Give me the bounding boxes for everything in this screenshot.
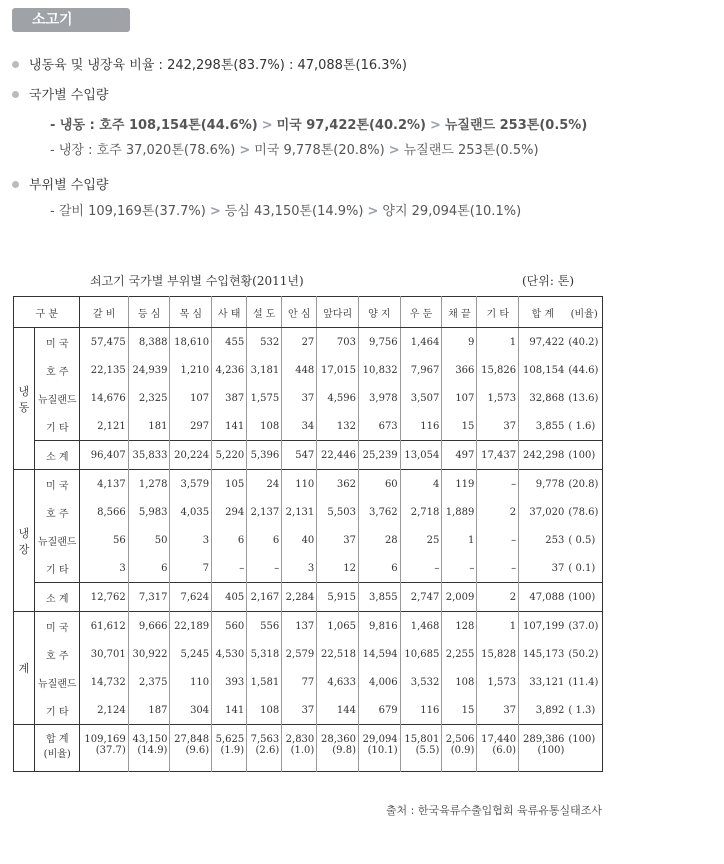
table-cell: 13,054 xyxy=(400,441,442,470)
row-label: 기 타 xyxy=(35,412,80,441)
row-label: 소 계 xyxy=(35,441,80,470)
table-cell: 532 xyxy=(247,328,282,357)
frozen-c: 뉴질랜드 253톤(0.5%) xyxy=(444,118,588,133)
table-cell: 4,035 xyxy=(170,498,212,526)
table-cell: 24,939 xyxy=(128,356,170,384)
row-label: 미 국 xyxy=(35,470,80,499)
table-row xyxy=(14,640,603,668)
group-label-blank xyxy=(14,725,35,772)
table-cell: – xyxy=(477,554,519,583)
row-label: 뉴질랜드 xyxy=(35,526,80,554)
table-header-cell: 구 분 xyxy=(14,297,80,328)
table-cell: 181 xyxy=(128,412,170,441)
table-cell: 3,855 xyxy=(519,412,567,441)
table-cell: 17,015 xyxy=(317,356,359,384)
table-cell: 34 xyxy=(282,412,317,441)
table-cell: 110 xyxy=(282,470,317,499)
table-cell: 5,220 xyxy=(212,441,247,470)
chilled-a: 호주 37,020톤(78.6%) xyxy=(96,143,236,158)
bullet-dot-icon xyxy=(12,61,19,68)
group-label: 냉 동 xyxy=(14,328,35,470)
table-cell: 7,624 xyxy=(170,583,212,612)
table-row xyxy=(14,441,603,470)
table-cell: 9,778 xyxy=(519,470,567,499)
table-cell: 57,475 xyxy=(90,336,126,348)
table-cell: 7,967 xyxy=(400,356,442,384)
parts-line xyxy=(50,200,521,219)
table-cell: – xyxy=(477,470,519,499)
table-cell: 1,575 xyxy=(247,384,282,412)
table-cell: 3,892 xyxy=(519,696,567,725)
table-cell: 50 xyxy=(128,526,170,554)
table-cell: 61,612 xyxy=(90,620,126,632)
table-cell: 128 xyxy=(442,612,477,641)
bullet-ratio xyxy=(12,54,407,73)
table-cell: (78.6) xyxy=(568,506,599,518)
table-cell: 448 xyxy=(282,356,317,384)
table-cell: 7,563 xyxy=(247,725,282,746)
table-cell: 110 xyxy=(170,668,212,696)
table-cell: 679 xyxy=(358,696,400,725)
table-cell: 4,236 xyxy=(212,356,247,384)
table-cell: 3,855 xyxy=(358,583,400,612)
table-cell: 362 xyxy=(317,470,359,499)
table-cell: 29,094 xyxy=(358,725,400,746)
table-cell: 1,210 xyxy=(170,356,212,384)
table-cell: 145,173 xyxy=(519,640,567,668)
table-cell: 3 xyxy=(170,526,212,554)
table-header-cell: 갈 비 xyxy=(80,297,128,328)
table-cell: 27,848 xyxy=(170,725,212,746)
row-label: 미 국 xyxy=(35,612,80,641)
table-cell: (6.0) xyxy=(477,745,519,772)
table-cell: 141 xyxy=(212,696,247,725)
table-cell: 47,088 xyxy=(519,583,567,612)
row-label: 호 주 xyxy=(35,640,80,668)
table-cell: 25 xyxy=(400,526,442,554)
table-cell: 144 xyxy=(317,696,359,725)
table-cell: 7 xyxy=(170,554,212,583)
table-header-cell: 채 끝 xyxy=(442,297,477,328)
table-cell: (1.9) xyxy=(212,745,247,772)
table-cell: 137 xyxy=(282,612,317,641)
table-cell: 17,440 xyxy=(477,725,519,746)
table-cell: 2,009 xyxy=(442,583,477,612)
table-cell: 116 xyxy=(400,412,442,441)
table-cell: 2,137 xyxy=(247,498,282,526)
table-cell: 4 xyxy=(400,470,442,499)
table-cell: 5,983 xyxy=(128,498,170,526)
table-cell: (11.4) xyxy=(568,676,599,688)
arrow-icon: > xyxy=(429,118,441,133)
group-label: 계 xyxy=(14,612,35,725)
bullet-country-text: 국가별 수입량 xyxy=(29,88,109,103)
table-cell: 673 xyxy=(358,412,400,441)
table-cell: 15 xyxy=(442,412,477,441)
table-row xyxy=(14,612,603,641)
table-header-cell: 양 지 xyxy=(358,297,400,328)
table-cell: – xyxy=(247,554,282,583)
table-unit: (단위: 톤) xyxy=(522,274,574,288)
table-cell: 9,816 xyxy=(358,612,400,641)
table-cell: (37.0) xyxy=(568,620,599,632)
table-cell: 253 xyxy=(519,526,567,554)
chilled-c: 뉴질랜드 253톤(0.5%) xyxy=(403,143,539,158)
row-label: 기 타 xyxy=(35,696,80,725)
table-cell: 3 xyxy=(119,562,126,574)
table-cell: 1,468 xyxy=(400,612,442,641)
table-header-cell: 기 타 xyxy=(477,297,519,328)
bullet-ratio-text: 냉동육 및 냉장육 비율 : 242,298톤(83.7%) : 47,088톤(16.3%) xyxy=(29,58,407,73)
table-cell: ( 1.3) xyxy=(568,704,596,716)
frozen-b: 미국 97,422톤(40.2%) xyxy=(276,118,426,133)
table-cell: 1 xyxy=(477,612,519,641)
table-cell: 5,915 xyxy=(317,583,359,612)
table-cell: 15,801 xyxy=(400,725,442,746)
table-cell: 14,594 xyxy=(358,640,400,668)
table-cell: 35,833 xyxy=(128,441,170,470)
table-cell: (20.8) xyxy=(568,478,599,490)
table-cell: 5,396 xyxy=(247,441,282,470)
table-cell: 15 xyxy=(442,696,477,725)
table-cell: ( 0.1) xyxy=(568,562,596,574)
table-cell: 1,278 xyxy=(128,470,170,499)
table-cell: 2,167 xyxy=(247,583,282,612)
table-cell: 6 xyxy=(212,526,247,554)
table-cell: 560 xyxy=(212,612,247,641)
table-cell: 109,169 xyxy=(84,734,126,745)
table-header-cell: 앞다리 xyxy=(317,297,359,328)
table-cell: (10.1) xyxy=(358,745,400,772)
row-label: (비율) xyxy=(35,745,80,772)
table-cell: 187 xyxy=(128,696,170,725)
bullet-parts-text: 부위별 수입량 xyxy=(29,178,109,193)
import-table xyxy=(13,296,603,772)
table-cell: ( 1.6) xyxy=(568,420,596,432)
table-cell: 2,284 xyxy=(282,583,317,612)
table-cell: 108,154 xyxy=(519,356,567,384)
table-header-cell: 등 심 xyxy=(128,297,170,328)
table-body xyxy=(14,328,603,772)
table-header-cell: 목 심 xyxy=(170,297,212,328)
table-cell: 108 xyxy=(442,668,477,696)
table-cell: 294 xyxy=(212,498,247,526)
table-row xyxy=(14,526,603,554)
table-cell: 547 xyxy=(282,441,317,470)
table-cell: 2,255 xyxy=(442,640,477,668)
table-cell: (100) xyxy=(568,449,596,461)
table-cell: 1 xyxy=(477,328,519,357)
source-note: 출처 : 한국육류수출입협회 육류유통실태조사 xyxy=(385,804,602,817)
table-cell: 43,150 xyxy=(128,725,170,746)
table-row-ratio xyxy=(14,745,603,772)
row-label: 호 주 xyxy=(35,356,80,384)
table-cell: 25,239 xyxy=(358,441,400,470)
table-cell: 5,503 xyxy=(317,498,359,526)
table-cell: 15,826 xyxy=(477,356,519,384)
row-label: 합 계 xyxy=(35,725,80,746)
table-header-cell: 합 계 xyxy=(519,297,567,328)
table-header-cell: 안 심 xyxy=(282,297,317,328)
table-cell: 8,566 xyxy=(97,506,126,518)
table-cell: 12,762 xyxy=(90,591,126,603)
table-cell: 2,747 xyxy=(400,583,442,612)
table-cell: (9.8) xyxy=(317,745,359,772)
table-header-cell: 설 도 xyxy=(247,297,282,328)
table-cell: – xyxy=(212,554,247,583)
table-row xyxy=(14,412,603,441)
table-cell: 289,386 xyxy=(519,725,567,746)
table-cell: 297 xyxy=(170,412,212,441)
table-cell: 2 xyxy=(477,498,519,526)
table-cell: 3,762 xyxy=(358,498,400,526)
table-row-total xyxy=(14,725,603,746)
table-cell: 703 xyxy=(317,328,359,357)
table-cell: 22,446 xyxy=(317,441,359,470)
table-cell: 405 xyxy=(212,583,247,612)
table-cell: 4,633 xyxy=(317,668,359,696)
table-cell: – xyxy=(400,554,442,583)
table-cell: 40 xyxy=(282,526,317,554)
table-cell: 1,464 xyxy=(400,328,442,357)
table-cell: 37,020 xyxy=(519,498,567,526)
row-label: 뉴질랜드 xyxy=(35,384,80,412)
table-cell: 4,596 xyxy=(317,384,359,412)
table-cell: 3 xyxy=(282,554,317,583)
table-cell: 37 xyxy=(317,526,359,554)
table-cell: 1,889 xyxy=(442,498,477,526)
table-cell: 393 xyxy=(212,668,247,696)
table-cell: 60 xyxy=(358,470,400,499)
table-cell: 2,375 xyxy=(128,668,170,696)
table-cell: 77 xyxy=(282,668,317,696)
bullet-dot-icon xyxy=(12,91,19,98)
table-cell: 4,530 xyxy=(212,640,247,668)
table-cell: 141 xyxy=(212,412,247,441)
table-cell: 497 xyxy=(442,441,477,470)
table-cell: 1 xyxy=(442,526,477,554)
table-cell: 2 xyxy=(477,583,519,612)
table-cell: 22,135 xyxy=(90,364,126,376)
table-row xyxy=(14,470,603,499)
table-cell: 4,006 xyxy=(358,668,400,696)
table-row xyxy=(14,583,603,612)
table-header-cell: 우 둔 xyxy=(400,297,442,328)
table-cell: 2,718 xyxy=(400,498,442,526)
row-label: 소 계 xyxy=(35,583,80,612)
arrow-icon: > xyxy=(367,204,379,219)
table-cell: (14.9) xyxy=(128,745,170,772)
table-cell: 242,298 xyxy=(519,441,567,470)
arrow-icon: > xyxy=(239,143,251,158)
arrow-icon: > xyxy=(209,204,221,219)
frozen-prefix: - 냉동 : xyxy=(50,118,100,133)
table-cell: 3,579 xyxy=(170,470,212,499)
table-cell: 9,756 xyxy=(358,328,400,357)
table-cell: 9,666 xyxy=(128,612,170,641)
table-cell: 37 xyxy=(477,696,519,725)
table-cell: 30,701 xyxy=(90,648,126,660)
row-label: 미 국 xyxy=(35,328,80,357)
table-cell: (100) xyxy=(519,745,567,772)
table-cell: 14,676 xyxy=(90,392,126,404)
table-cell: 37 xyxy=(282,384,317,412)
table-row xyxy=(14,328,603,357)
table-cell: 455 xyxy=(212,328,247,357)
frozen-a: 호주 108,154톤(44.6%) xyxy=(99,118,258,133)
table-cell: (13.6) xyxy=(568,392,599,404)
table-row xyxy=(14,384,603,412)
table-cell: (44.6) xyxy=(568,364,599,376)
table-cell: 1,573 xyxy=(477,384,519,412)
table-cell: 37 xyxy=(282,696,317,725)
table-cell: 28 xyxy=(358,526,400,554)
arrow-icon: > xyxy=(261,118,273,133)
table-cell: 1,573 xyxy=(477,668,519,696)
table-cell: (100) xyxy=(568,591,596,603)
table-cell: 2,579 xyxy=(282,640,317,668)
arrow-icon: > xyxy=(388,143,400,158)
frozen-line xyxy=(50,114,587,133)
table-cell: 96,407 xyxy=(90,449,126,461)
table-row xyxy=(14,356,603,384)
table-cell: (9.6) xyxy=(170,745,212,772)
table-cell: 3,507 xyxy=(400,384,442,412)
chilled-line xyxy=(50,139,539,158)
parts-c: 양지 29,094톤(10.1%) xyxy=(382,204,522,219)
table-cell: 22,518 xyxy=(317,640,359,668)
table-cell: 366 xyxy=(442,356,477,384)
table-cell: 30,922 xyxy=(128,640,170,668)
table-cell: 5,245 xyxy=(170,640,212,668)
table-cell: 105 xyxy=(212,470,247,499)
table-cell: (0.9) xyxy=(442,745,477,772)
table-cell: 20,224 xyxy=(170,441,212,470)
bullet-country xyxy=(12,84,108,103)
table-cell: ( 0.5) xyxy=(568,534,596,546)
table-cell: 97,422 xyxy=(519,328,567,357)
chilled-b: 미국 9,778톤(20.8%) xyxy=(254,143,385,158)
table-cell: 108 xyxy=(247,412,282,441)
table-header-row xyxy=(14,297,603,328)
table-cell: 32,868 xyxy=(519,384,567,412)
table-cell: 304 xyxy=(170,696,212,725)
table-cell: 18,610 xyxy=(170,328,212,357)
table-cell: 2,121 xyxy=(97,420,126,432)
table-cell: 8,388 xyxy=(128,328,170,357)
table-cell: 108 xyxy=(247,696,282,725)
table-cell: 15,828 xyxy=(477,640,519,668)
table-cell: 12 xyxy=(317,554,359,583)
table-cell: 107,199 xyxy=(519,612,567,641)
table-cell: – xyxy=(477,526,519,554)
table-cell: 17,437 xyxy=(477,441,519,470)
table-cell: 5,318 xyxy=(247,640,282,668)
table-cell: 107 xyxy=(442,384,477,412)
table-row xyxy=(14,696,603,725)
table-cell: 33,121 xyxy=(519,668,567,696)
table-cell: 37 xyxy=(477,412,519,441)
table-cell: 2,506 xyxy=(442,725,477,746)
parts-a: 갈비 109,169톤(37.7%) xyxy=(58,204,206,219)
table-cell: (37.7) xyxy=(95,745,126,756)
table-cell: 6 xyxy=(247,526,282,554)
table-cell: 10,832 xyxy=(358,356,400,384)
table-cell: 3,181 xyxy=(247,356,282,384)
table-cell: 5,625 xyxy=(212,725,247,746)
table-cell: 27 xyxy=(282,328,317,357)
table-cell: 10,685 xyxy=(400,640,442,668)
table-header-cell: 사 태 xyxy=(212,297,247,328)
row-label: 뉴질랜드 xyxy=(35,668,80,696)
table-cell: 6 xyxy=(358,554,400,583)
table-row xyxy=(14,668,603,696)
row-label: 호 주 xyxy=(35,498,80,526)
table-cell: (1.0) xyxy=(282,745,317,772)
table-cell: 28,360 xyxy=(317,725,359,746)
bullet-dot-icon xyxy=(12,181,19,188)
table-cell: 116 xyxy=(400,696,442,725)
table-cell: 556 xyxy=(247,612,282,641)
table-cell: 1,581 xyxy=(247,668,282,696)
table-row xyxy=(14,554,603,583)
table-cell: (100) xyxy=(568,734,596,745)
table-cell: 3,532 xyxy=(400,668,442,696)
table-cell: 22,189 xyxy=(170,612,212,641)
table-cell: 14,732 xyxy=(90,676,126,688)
table-cell: 24 xyxy=(247,470,282,499)
section-badge: 소고기 xyxy=(12,8,130,32)
table-cell: (50.2) xyxy=(568,648,599,660)
parts-b: 등심 43,150톤(14.9%) xyxy=(224,204,364,219)
table-cell xyxy=(566,745,602,772)
table-cell: 56 xyxy=(113,534,126,546)
table-cell: 9 xyxy=(442,328,477,357)
table-cell: 6 xyxy=(128,554,170,583)
table-cell: (2.6) xyxy=(247,745,282,772)
table-cell: 3,978 xyxy=(358,384,400,412)
table-cell: (5.5) xyxy=(400,745,442,772)
row-label: 기 타 xyxy=(35,554,80,583)
parts-prefix: - xyxy=(50,204,59,219)
table-cell: 7,317 xyxy=(128,583,170,612)
table-cell: 4,137 xyxy=(97,478,126,490)
table-cell: 2,131 xyxy=(282,498,317,526)
table-cell: 1,065 xyxy=(317,612,359,641)
table-cell: – xyxy=(442,554,477,583)
table-cell: 37 xyxy=(519,554,567,583)
table-cell: 2,325 xyxy=(128,384,170,412)
group-label: 냉 장 xyxy=(14,470,35,612)
table-cell: 107 xyxy=(170,384,212,412)
table-row xyxy=(14,498,603,526)
chilled-prefix: - 냉장 : xyxy=(50,143,97,158)
table-cell: (40.2) xyxy=(568,336,599,348)
table-title: 쇠고기 국가별 부위별 수입현황(2011년) xyxy=(90,274,304,288)
bullet-parts xyxy=(12,174,108,193)
table-cell: 132 xyxy=(317,412,359,441)
table-cell: 2,124 xyxy=(97,704,126,716)
table-cell: 2,830 xyxy=(282,725,317,746)
table-header-cell: (비율) xyxy=(566,297,602,328)
table-cell: 387 xyxy=(212,384,247,412)
table-cell: 119 xyxy=(442,470,477,499)
